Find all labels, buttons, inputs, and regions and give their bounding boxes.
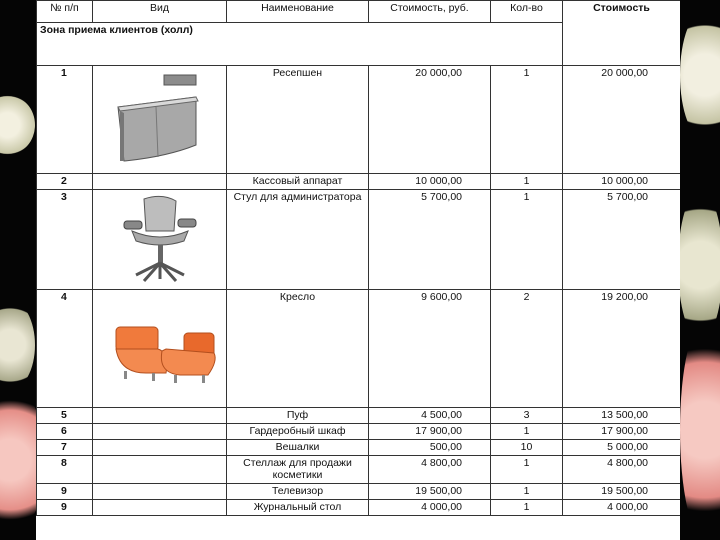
office-chair-image [93,190,227,290]
row-view-empty [93,424,227,440]
row-view-empty [93,408,227,424]
row-name: Журнальный стол [227,500,369,516]
row-total: 20 000,00 [563,66,681,174]
row-num: 1 [37,66,93,174]
row-total: 5 000,00 [563,440,681,456]
row-qty: 1 [491,174,563,190]
table-row [37,66,681,174]
zone-title: Зона приема клиентов (холл) [37,23,563,66]
header-price: Стоимость, руб. [369,1,491,23]
table-header-row [37,1,681,23]
row-name: Пуф [227,408,369,424]
row-total: 13 500,00 [563,408,681,424]
row-price: 4 500,00 [369,408,491,424]
row-total: 17 900,00 [563,424,681,440]
row-price: 19 500,00 [369,484,491,500]
row-num: 3 [37,190,93,290]
table-row [37,408,681,424]
row-total: 19 500,00 [563,484,681,500]
row-num: 9 [37,484,93,500]
table-row [37,440,681,456]
row-qty: 1 [491,66,563,174]
row-num: 6 [37,424,93,440]
row-name: Стеллаж для продажи косметики [227,456,369,484]
row-qty: 10 [491,440,563,456]
row-qty: 1 [491,484,563,500]
row-num: 2 [37,174,93,190]
header-name: Наименование [227,1,369,23]
row-qty: 3 [491,408,563,424]
row-price: 10 000,00 [369,174,491,190]
header-view: Вид [93,1,227,23]
row-price: 4 000,00 [369,500,491,516]
row-num: 8 [37,456,93,484]
table-row [37,500,681,516]
reception-desk-image [93,66,227,174]
table-row [37,484,681,500]
row-view-empty [93,500,227,516]
row-name: Стул для администратора [227,190,369,290]
row-total: 10 000,00 [563,174,681,190]
row-price: 9 600,00 [369,290,491,408]
row-total: 4 000,00 [563,500,681,516]
row-price: 20 000,00 [369,66,491,174]
header-qty: Кол-во [491,1,563,23]
row-qty: 2 [491,290,563,408]
row-name: Кассовый аппарат [227,174,369,190]
row-name: Вешалки [227,440,369,456]
row-price: 5 700,00 [369,190,491,290]
row-name: Гардеробный шкаф [227,424,369,440]
table-row [37,424,681,440]
orange-sofa-image [93,290,227,408]
table-row [37,290,681,408]
row-num: 7 [37,440,93,456]
row-num: 4 [37,290,93,408]
row-price: 500,00 [369,440,491,456]
row-view-empty [93,440,227,456]
row-name: Телевизор [227,484,369,500]
row-view-empty [93,174,227,190]
row-qty: 1 [491,190,563,290]
equipment-table [36,0,680,516]
price-table-sheet [36,0,680,540]
row-view-empty [93,456,227,484]
table-row [37,174,681,190]
row-total: 19 200,00 [563,290,681,408]
row-qty: 1 [491,424,563,440]
row-name: Ресепшен [227,66,369,174]
row-view-empty [93,484,227,500]
row-total: 4 800,00 [563,456,681,484]
row-total: 5 700,00 [563,190,681,290]
header-total: Стоимость [563,1,681,66]
header-num: № п/п [37,1,93,23]
row-num: 5 [37,408,93,424]
row-price: 17 900,00 [369,424,491,440]
row-qty: 1 [491,500,563,516]
table-row [37,456,681,484]
table-row [37,190,681,290]
row-qty: 1 [491,456,563,484]
row-num: 9 [37,500,93,516]
row-name: Кресло [227,290,369,408]
row-price: 4 800,00 [369,456,491,484]
